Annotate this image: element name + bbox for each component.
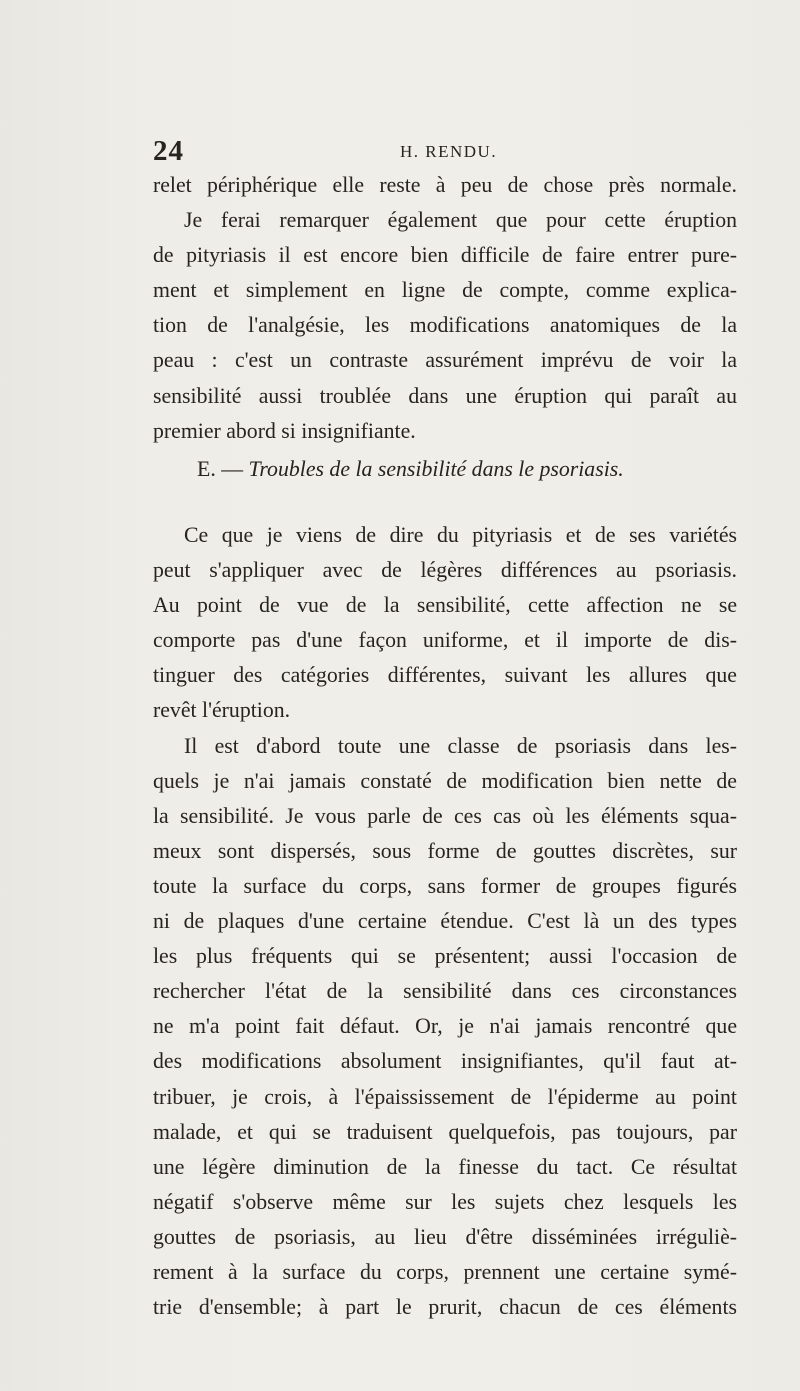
- text-line: malade, et qui se traduisent quelquefois, pas toujours, par: [153, 1119, 737, 1144]
- section-title: Troubles de la sensibilité dans le psoriasis.: [248, 457, 624, 481]
- text-line: ne m'a point fait défaut. Or, je n'ai jamais rencontré que: [153, 1014, 737, 1039]
- text-line: peau : c'est un contraste assurément imprévu de voir la: [153, 348, 737, 373]
- text-line: ment et simplement en ligne de compte, comme explica-: [153, 278, 737, 303]
- text-line: rechercher l'état de la sensibilité dans ces circonstances: [153, 979, 737, 1004]
- text-line: des modifications absolument insignifiantes, qu'il faut at-: [153, 1049, 737, 1074]
- section-heading: [153, 452, 737, 487]
- text-line: peut s'appliquer avec de légères différences au psoriasis.: [153, 558, 737, 583]
- text-line: tion de l'analgésie, les modifications anatomiques de la: [153, 313, 737, 338]
- text-line: quels je n'ai jamais constaté de modification bien nette de: [153, 768, 737, 793]
- text-line: Il est d'abord toute une classe de psoriasis dans les-: [184, 733, 737, 758]
- page-number: 24: [153, 135, 184, 167]
- section-label: E. —: [197, 457, 244, 481]
- text-line: la sensibilité. Je vous parle de ces cas où les éléments squa-: [153, 803, 737, 828]
- text-line: toute la surface du corps, sans former de groupes figurés: [153, 873, 737, 898]
- text-line: gouttes de psoriasis, au lieu d'être disséminées irréguliè-: [153, 1224, 737, 1249]
- text-line: tribuer, je crois, à l'épaississement de l'épiderme au point: [153, 1084, 737, 1109]
- text-line: sensibilité aussi troublée dans une éruption qui paraît au: [153, 383, 737, 408]
- paragraph-2-and-3: [153, 518, 737, 1325]
- text-line: de pityriasis il est encore bien difficile de faire entrer pure-: [153, 243, 737, 268]
- text-line: rement à la surface du corps, prennent une certaine symé-: [153, 1259, 737, 1284]
- text-line: comporte pas d'une façon uniforme, et il importe de dis-: [153, 628, 737, 653]
- running-head: H. RENDU.: [400, 142, 498, 161]
- text-line: relet périphérique elle reste à peu de chose près normale.: [153, 173, 737, 197]
- text-line: Au point de vue de la sensibilité, cette affection ne se: [153, 593, 737, 618]
- text-line: trie d'ensemble; à part le prurit, chacun de ces éléments: [153, 1295, 737, 1320]
- text-line: Ce que je viens de dire du pityriasis et de ses variétés: [184, 523, 737, 547]
- paragraph-1: [153, 168, 737, 449]
- text-line: revêt l'éruption.: [153, 698, 291, 723]
- text-line: premier abord si insignifiante.: [153, 418, 416, 443]
- text-line: négatif s'observe même sur les sujets chez lesquels les: [153, 1189, 737, 1214]
- text-line: une légère diminution de la finesse du tact. Ce résultat: [153, 1154, 737, 1179]
- text-line: ni de plaques d'une certaine étendue. C'est là un des types: [153, 909, 737, 934]
- text-line: les plus fréquents qui se présentent; aussi l'occasion de: [153, 944, 737, 969]
- text-line: tinguer des catégories différentes, suivant les allures que: [153, 663, 737, 688]
- text-line: meux sont dispersés, sous forme de gouttes discrètes, sur: [153, 838, 737, 863]
- text-line: Je ferai remarquer également que pour cette éruption: [184, 208, 737, 233]
- page-header: [153, 134, 737, 168]
